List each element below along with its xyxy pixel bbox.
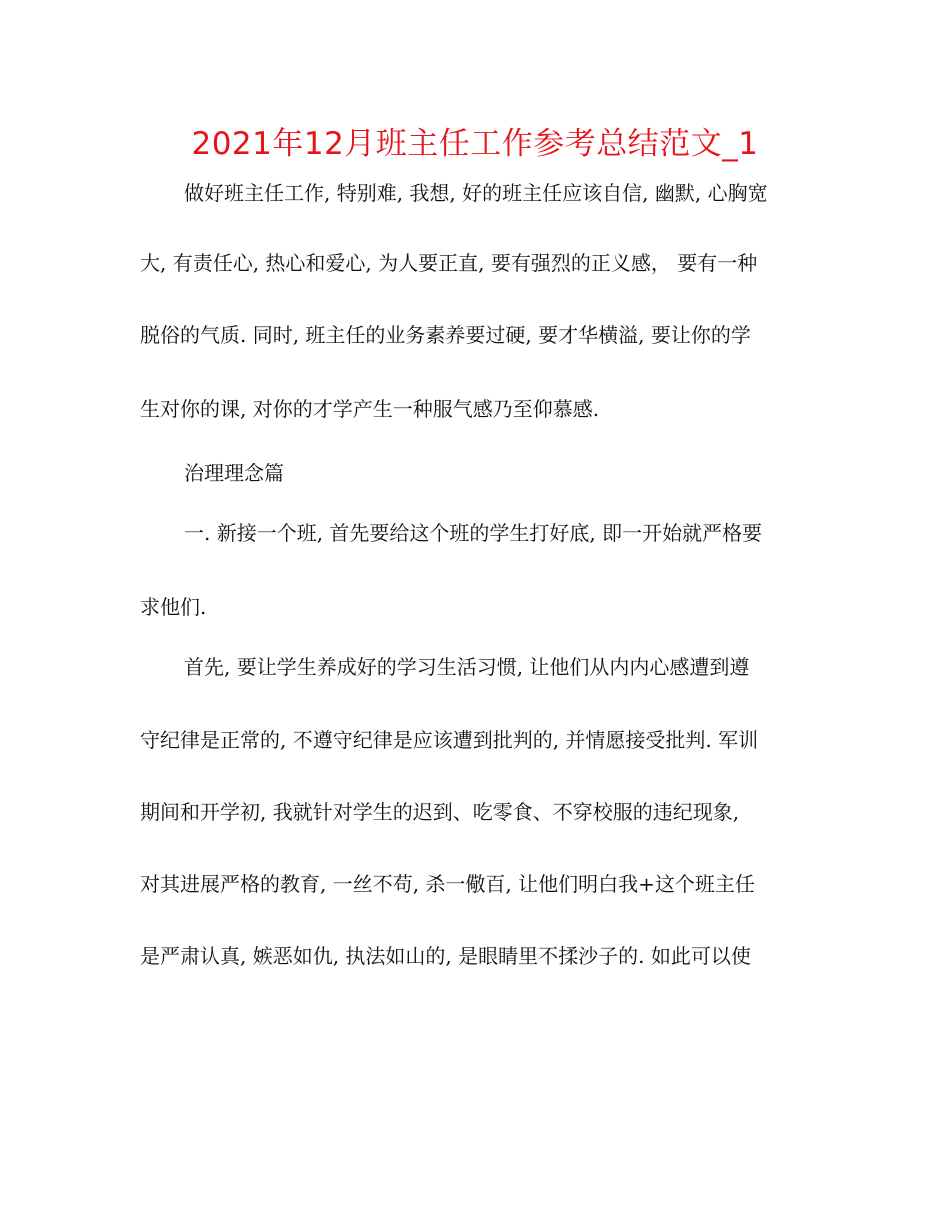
paragraph-line: 是严肃认真, 嫉恶如仇, 执法如山的, 是眼睛里不揉沙子的. 如此可以使 [140,944,751,968]
paragraph-line: 大, 有责任心, 热心和爱心, 为人要正直, 要有强烈的正义感， 要有一种 [140,251,758,275]
paragraph-line: 生对你的课, 对你的才学产生一种服气感乃至仰慕感. [140,397,600,421]
paragraph-line: 期间和开学初, 我就针对学生的迟到、吃零食、不穿校服的违纪现象, [140,800,740,824]
paragraph-line: 求他们. [140,595,207,619]
paragraph-line: 对其进展严格的教育, 一丝不苟, 杀一儆百, 让他们明白我+这个班主任 [140,872,755,896]
paragraph-line: 脱俗的气质. 同时, 班主任的业务素养要过硬, 要才华横溢, 要让你的学 [140,323,751,347]
paragraph-line: 做好班主任工作, 特别难, 我想, 好的班主任应该自信, 幽默, 心胸宽 [184,181,768,205]
paragraph-line: 首先, 要让学生养成好的学习生活习惯, 让他们从内内心感遭到遵 [184,655,750,679]
section-heading: 治理理念篇 [184,461,284,485]
paragraph-line: 一. 新接一个班, 首先要给这个班的学生打好底, 即一开始就严格要 [184,521,763,545]
document-title: 2021年12月班主任工作参考总结范文_1 [191,126,759,162]
paragraph-line: 守纪律是正常的, 不遵守纪律是应该遭到批判的, 并情愿接受批判. 军训 [140,728,759,752]
